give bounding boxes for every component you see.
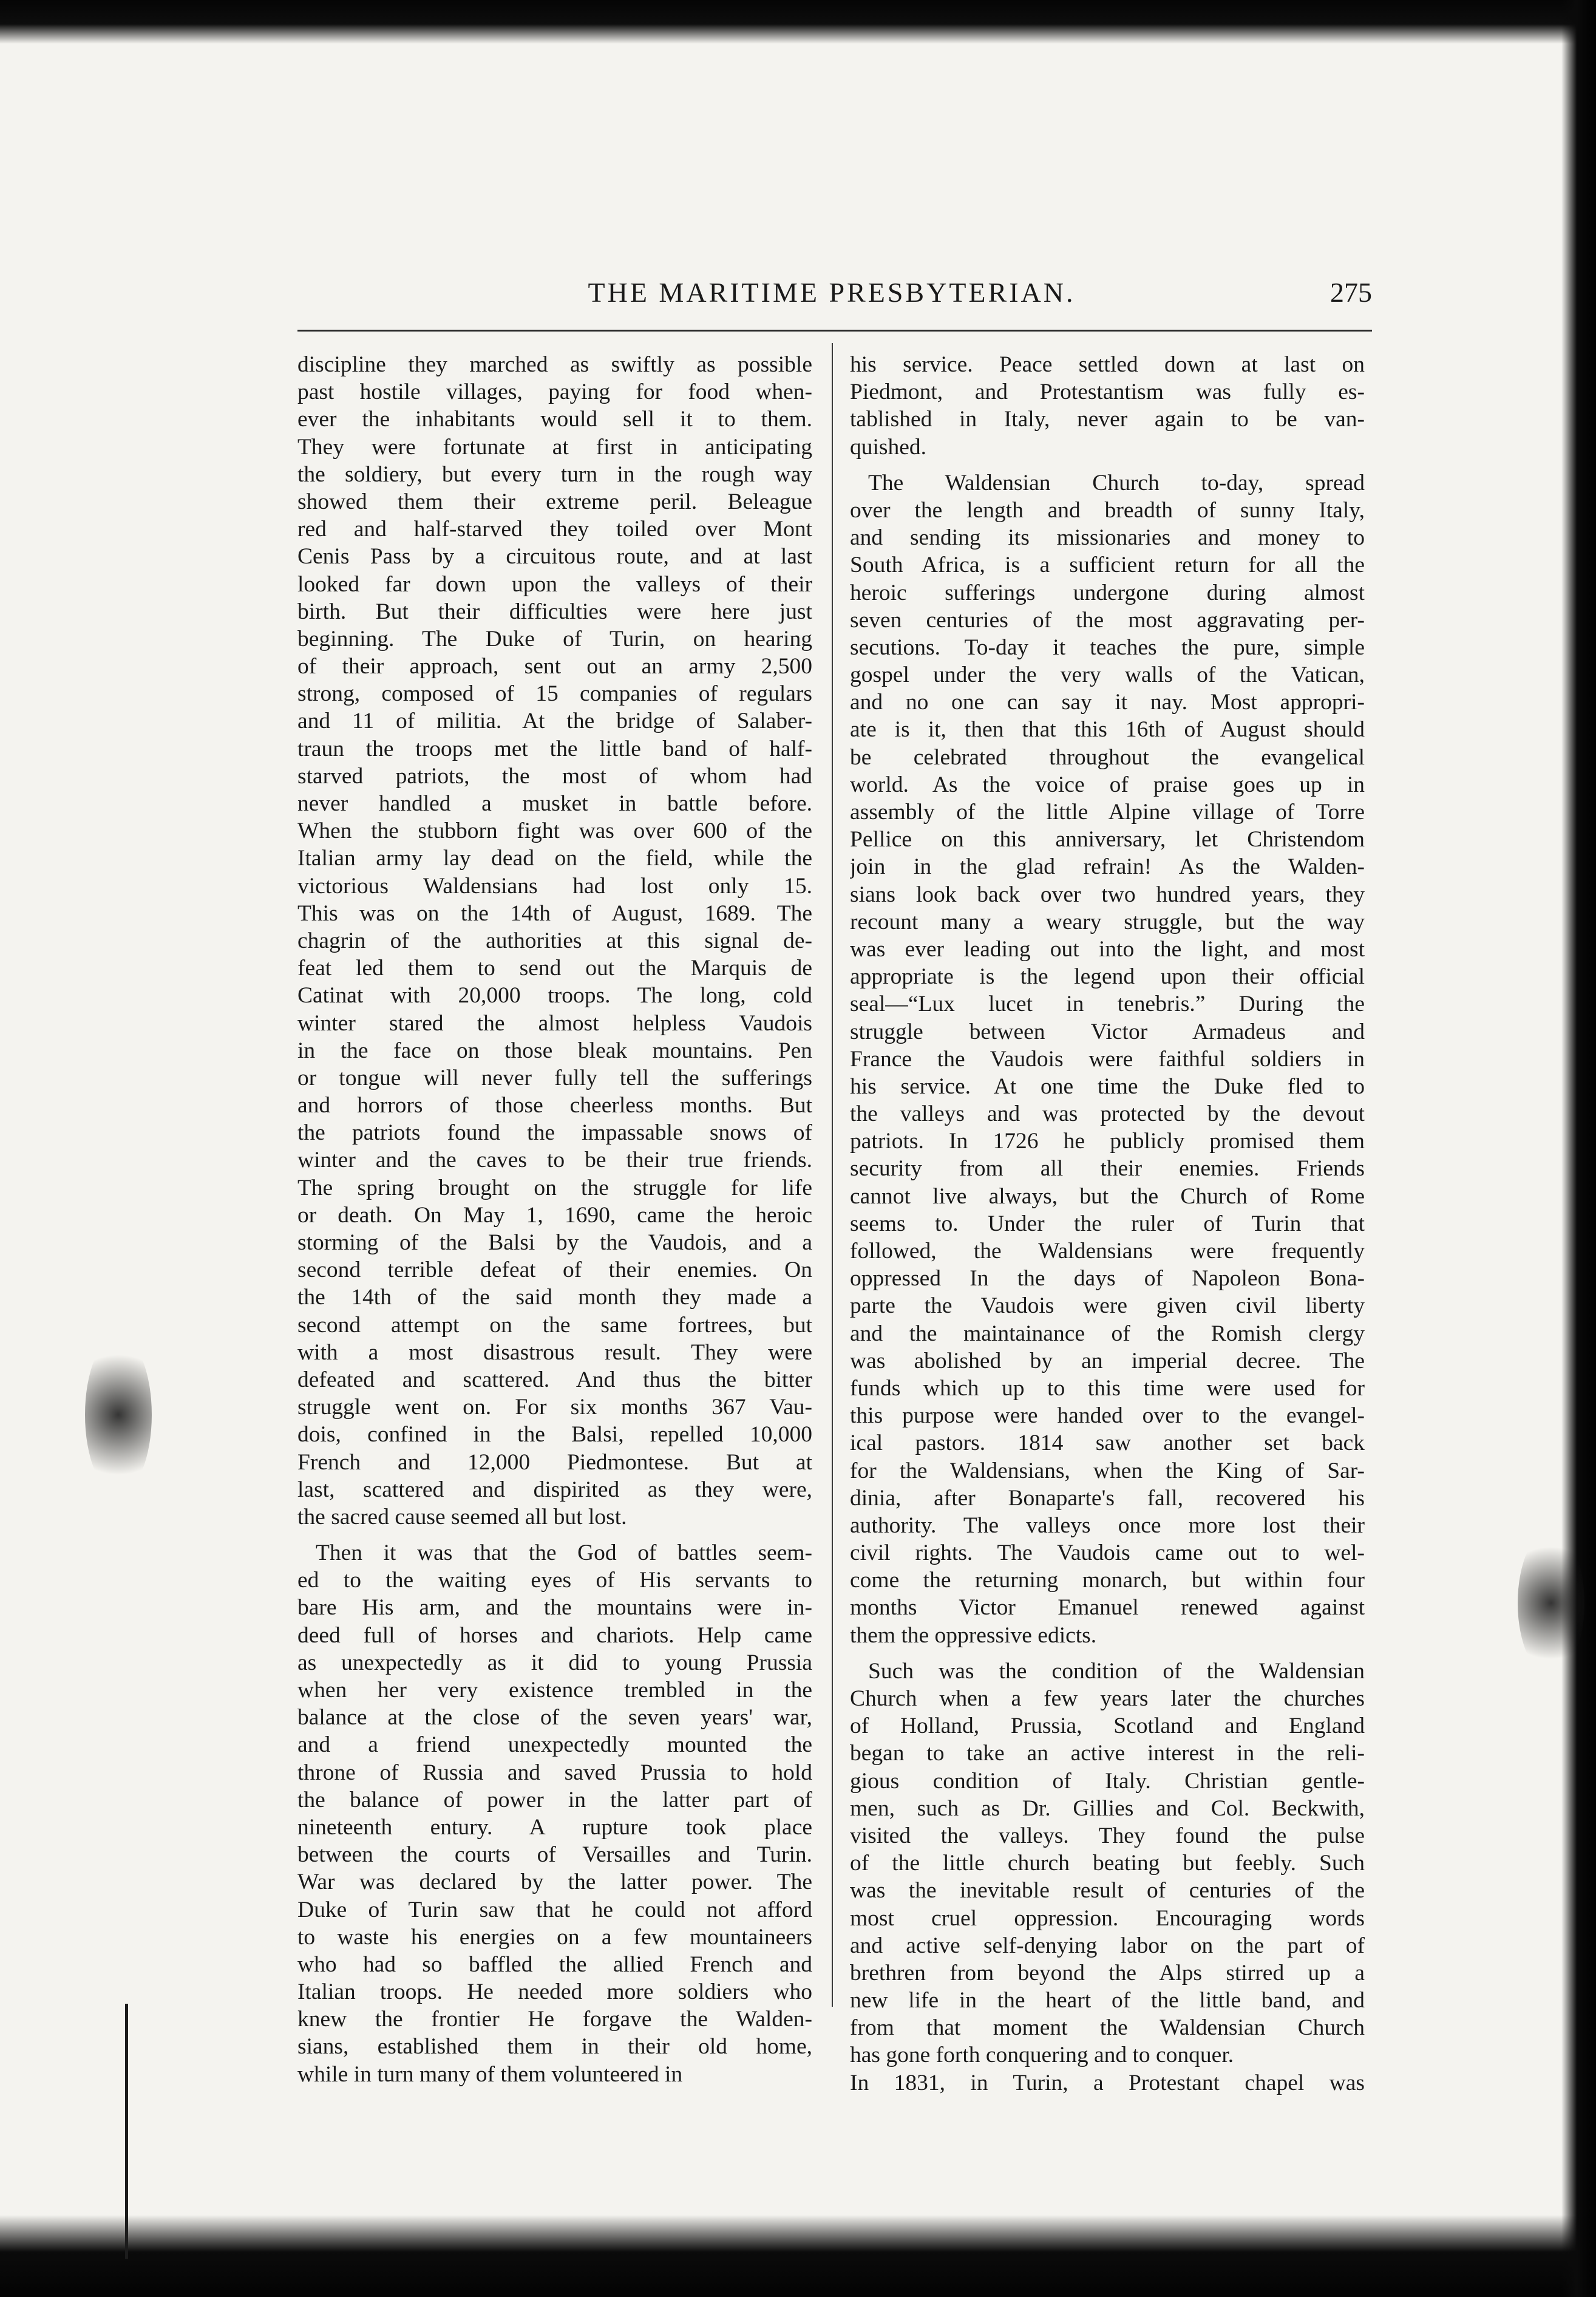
- text-line: patriots. In 1726 he publicly promised them: [850, 1129, 1365, 1154]
- text-line: never handled a musket in battle before.: [297, 791, 812, 816]
- text-line: secutions. To-day it teaches the pure, simple: [850, 635, 1365, 660]
- text-line: past hostile villages, paying for food when-: [297, 379, 812, 405]
- text-line: while in turn many of them volunteered in: [297, 2061, 683, 2087]
- text-line: the patriots found the impassable snows of: [297, 1120, 812, 1146]
- text-line: struggle between Victor Armadeus and: [850, 1019, 1365, 1044]
- text-line: has gone forth conquering and to conquer.: [850, 2043, 1234, 2068]
- text-line: be celebrated throughout the evangelical: [850, 744, 1365, 770]
- scan-bottom-edge: [0, 2215, 1596, 2297]
- text-line: gospel under the very walls of the Vatican,: [850, 662, 1365, 688]
- text-line: ate is it, then that this 16th of August should: [850, 717, 1365, 743]
- text-line: come the returning monarch, but within four: [850, 1568, 1365, 1593]
- right-column: [850, 351, 1365, 2097]
- text-line: chagrin of the authorities at this signal de-: [297, 928, 812, 953]
- text-line: gious condition of Italy. Christian gentle-: [850, 1768, 1365, 1794]
- text-line: In 1831, in Turin, a Protestant chapel was: [850, 2070, 1365, 2095]
- text-line: and 11 of militia. At the bridge of Salaber-: [297, 709, 812, 734]
- text-line: Then it was that the God of battles seem-: [316, 1540, 812, 1566]
- text-line: sians look back over two hundred years, they: [850, 882, 1365, 907]
- text-line: the sacred cause seemed all but lost.: [297, 1504, 627, 1530]
- text-line: when her very existence trembled in the: [297, 1678, 812, 1703]
- text-line: knew the frontier He forgave the Walden-: [297, 2007, 812, 2032]
- text-line: red and half-starved they toiled over Mont: [297, 517, 812, 542]
- scan-right-edge: [1561, 0, 1596, 2297]
- text-line: starved patriots, the most of whom had: [297, 763, 812, 789]
- text-line: quished.: [850, 434, 927, 460]
- text-line: them the oppressive edicts.: [850, 1622, 1097, 1648]
- text-line: the balance of power in the latter part of: [297, 1787, 812, 1812]
- text-line: of their approach, sent out an army 2,500: [297, 654, 812, 679]
- text-line: dinia, after Bonaparte's fall, recovered his: [850, 1485, 1365, 1511]
- text-line: feat led them to send out the Marquis de: [297, 956, 812, 981]
- text-line: beginning. The Duke of Turin, on hearing: [297, 626, 812, 652]
- text-line: and the maintainance of the Romish clergy: [850, 1321, 1365, 1346]
- text-line: the 14th of the said month they made a: [297, 1285, 812, 1310]
- text-line: of the little church beating but feebly. Such: [850, 1851, 1365, 1876]
- ink-blot-right: [1518, 1530, 1584, 1676]
- ink-blot-left: [85, 1336, 152, 1494]
- scan-top-edge: [0, 0, 1596, 44]
- text-line: looked far down upon the valleys of their: [297, 571, 812, 597]
- text-line: Cenis Pass by a circuitous route, and at last: [297, 544, 812, 570]
- text-line: security from all their enemies. Friends: [850, 1156, 1365, 1182]
- text-line: last, scattered and dispirited as they were,: [297, 1477, 812, 1502]
- text-line: defeated and scattered. And thus the bitter: [297, 1367, 812, 1392]
- text-line: When the stubborn fight was over 600 of the: [297, 818, 812, 844]
- text-line: Church when a few years later the churches: [850, 1686, 1365, 1711]
- text-line: and sending its missionaries and money to: [850, 525, 1365, 551]
- text-line: brethren from beyond the Alps stirred up a: [850, 1960, 1365, 1986]
- text-line: Italian army lay dead on the field, while the: [297, 846, 812, 871]
- text-line: victorious Waldensians had lost only 15.: [297, 873, 812, 899]
- text-line: visited the valleys. They found the pulse: [850, 1823, 1365, 1848]
- text-line: his service. At one time the Duke fled to: [850, 1074, 1365, 1099]
- text-line: the valleys and was protected by the devout: [850, 1101, 1365, 1127]
- text-line: winter and the caves to be their true friends.: [297, 1148, 812, 1173]
- text-line: with a most disastrous result. They were: [297, 1339, 812, 1365]
- text-line: nineteenth entury. A rupture took place: [297, 1814, 812, 1840]
- text-line: The Waldensian Church to-day, spread: [868, 470, 1365, 495]
- text-line: authority. The valleys once more lost their: [850, 1513, 1365, 1538]
- text-line: winter stared the almost helpless Vaudois: [297, 1010, 812, 1036]
- text-line: men, such as Dr. Gillies and Col. Beckwith,: [850, 1795, 1365, 1821]
- text-line: Pellice on this anniversary, let Christendom: [850, 827, 1365, 852]
- text-line: storming of the Balsi by the Vaudois, and a: [297, 1230, 812, 1255]
- text-line: strong, composed of 15 companies of regulars: [297, 681, 812, 707]
- text-line: began to take an active interest in the reli-: [850, 1741, 1365, 1766]
- text-line: over the length and breadth of sunny Italy,: [850, 497, 1365, 523]
- text-line: world. As the voice of praise goes up in: [850, 772, 1365, 797]
- text-line: seems to. Under the ruler of Turin that: [850, 1211, 1365, 1236]
- text-line: or death. On May 1, 1690, came the heroic: [297, 1202, 812, 1228]
- text-line: Italian troops. He needed more soldiers who: [297, 1979, 812, 2005]
- text-line: to waste his energies on a few mountaineers: [297, 1924, 812, 1950]
- page-number: 275: [1330, 277, 1372, 308]
- text-line: and horrors of those cheerless months. But: [297, 1093, 812, 1118]
- text-line: parte the Vaudois were given civil liberty: [850, 1293, 1365, 1319]
- text-line: birth. But their difficulties were here just: [297, 599, 812, 624]
- text-line: second attempt on the same fortrees, but: [297, 1312, 812, 1338]
- text-line: his service. Peace settled down at last on: [850, 352, 1365, 377]
- text-line: this purpose were handed over to the evangel-: [850, 1403, 1365, 1429]
- text-line: tablished in Italy, never again to be van-: [850, 407, 1365, 432]
- text-line: cannot live always, but the Church of Rome: [850, 1183, 1365, 1209]
- scan-binding-line: [125, 2004, 128, 2259]
- text-line: showed them their extreme peril. Beleague: [297, 489, 812, 514]
- text-line: traun the troops met the little band of half-: [297, 736, 812, 761]
- text-line: War was declared by the latter power. The: [297, 1870, 812, 1895]
- text-line: ical pastors. 1814 saw another set back: [850, 1431, 1365, 1456]
- text-line: recount many a weary struggle, but the way: [850, 909, 1365, 934]
- text-line: bare His arm, and the mountains were in-: [297, 1595, 812, 1621]
- text-line: and a friend unexpectedly mounted the: [297, 1732, 812, 1758]
- text-line: new life in the heart of the little band, and: [850, 1988, 1365, 2013]
- text-line: as unexpectedly as it did to young Prussia: [297, 1650, 812, 1675]
- text-line: and active self-denying labor on the part of: [850, 1933, 1365, 1958]
- text-line: civil rights. The Vaudois came out to wel-: [850, 1540, 1365, 1566]
- text-line: assembly of the little Alpine village of Torre: [850, 800, 1365, 825]
- text-line: months Victor Emanuel renewed against: [850, 1595, 1365, 1621]
- text-line: South Africa, is a sufficient return for all the: [850, 553, 1365, 578]
- text-line: from that moment the Waldensian Church: [850, 2015, 1365, 2041]
- text-line: seal—“Lux lucet in tenebris.” During the: [850, 992, 1365, 1017]
- text-line: Such was the condition of the Waldensian: [868, 1658, 1365, 1684]
- text-line: or tongue will never fully tell the sufferings: [297, 1065, 812, 1091]
- text-line: the soldiery, but every turn in the rough way: [297, 461, 812, 487]
- column-divider: [832, 343, 833, 2007]
- text-line: deed full of horses and chariots. Help came: [297, 1622, 812, 1648]
- text-line: heroic sufferings undergone during almost: [850, 580, 1365, 605]
- text-line: for the Waldensians, when the King of Sar-: [850, 1458, 1365, 1483]
- text-line: seven centuries of the most aggravating per-: [850, 607, 1365, 633]
- text-line: French and 12,000 Piedmontese. But at: [297, 1449, 812, 1475]
- text-line: Piedmont, and Protestantism was fully es-: [850, 379, 1365, 405]
- text-line: of Holland, Prussia, Scotland and England: [850, 1713, 1365, 1739]
- text-line: dois, confined in the Balsi, repelled 10,000: [297, 1422, 812, 1448]
- text-line: balance at the close of the seven years' war,: [297, 1705, 812, 1730]
- running-header: [291, 276, 1372, 313]
- text-line: throne of Russia and saved Prussia to hold: [297, 1760, 812, 1785]
- text-line: The spring brought on the struggle for life: [297, 1175, 812, 1200]
- text-line: who had so baffled the allied French and: [297, 1952, 812, 1977]
- text-line: was the inevitable result of centuries of the: [850, 1878, 1365, 1904]
- text-line: appropriate is the legend upon their official: [850, 964, 1365, 990]
- text-line: sians, established them in their old home,: [297, 2034, 812, 2060]
- text-line: Duke of Turin saw that he could not afford: [297, 1897, 812, 1922]
- text-line: most cruel oppression. Encouraging words: [850, 1905, 1365, 1931]
- text-line: Catinat with 20,000 troops. The long, cold: [297, 983, 812, 1009]
- text-line: between the courts of Versailles and Turin.: [297, 1842, 812, 1868]
- text-line: They were fortunate at first in anticipating: [297, 434, 812, 460]
- left-column: [297, 351, 812, 2088]
- text-line: second terrible defeat of their enemies. On: [297, 1257, 812, 1283]
- journal-title: THE MARITIME PRESBYTERIAN.: [588, 277, 1076, 308]
- text-line: followed, the Waldensians were frequently: [850, 1239, 1365, 1264]
- header-rule: [297, 330, 1372, 332]
- text-line: This was on the 14th of August, 1689. The: [297, 900, 812, 926]
- text-line: was ever leading out into the light, and most: [850, 936, 1365, 962]
- text-line: and no one can say it nay. Most appropri-: [850, 690, 1365, 715]
- text-line: oppressed In the days of Napoleon Bona-: [850, 1266, 1365, 1291]
- text-line: struggle went on. For six months 367 Vau-: [297, 1395, 812, 1420]
- text-line: was abolished by an imperial decree. The: [850, 1348, 1365, 1373]
- text-line: France the Vaudois were faithful soldiers in: [850, 1046, 1365, 1072]
- text-line: join in the glad refrain! As the Walden-: [850, 854, 1365, 880]
- text-line: in the face on those bleak mountains. Pen: [297, 1038, 812, 1063]
- text-line: ever the inhabitants would sell it to them.: [297, 407, 812, 432]
- text-line: funds which up to this time were used for: [850, 1375, 1365, 1401]
- text-line: discipline they marched as swiftly as possible: [297, 352, 812, 377]
- text-line: ed to the waiting eyes of His servants to: [297, 1568, 812, 1593]
